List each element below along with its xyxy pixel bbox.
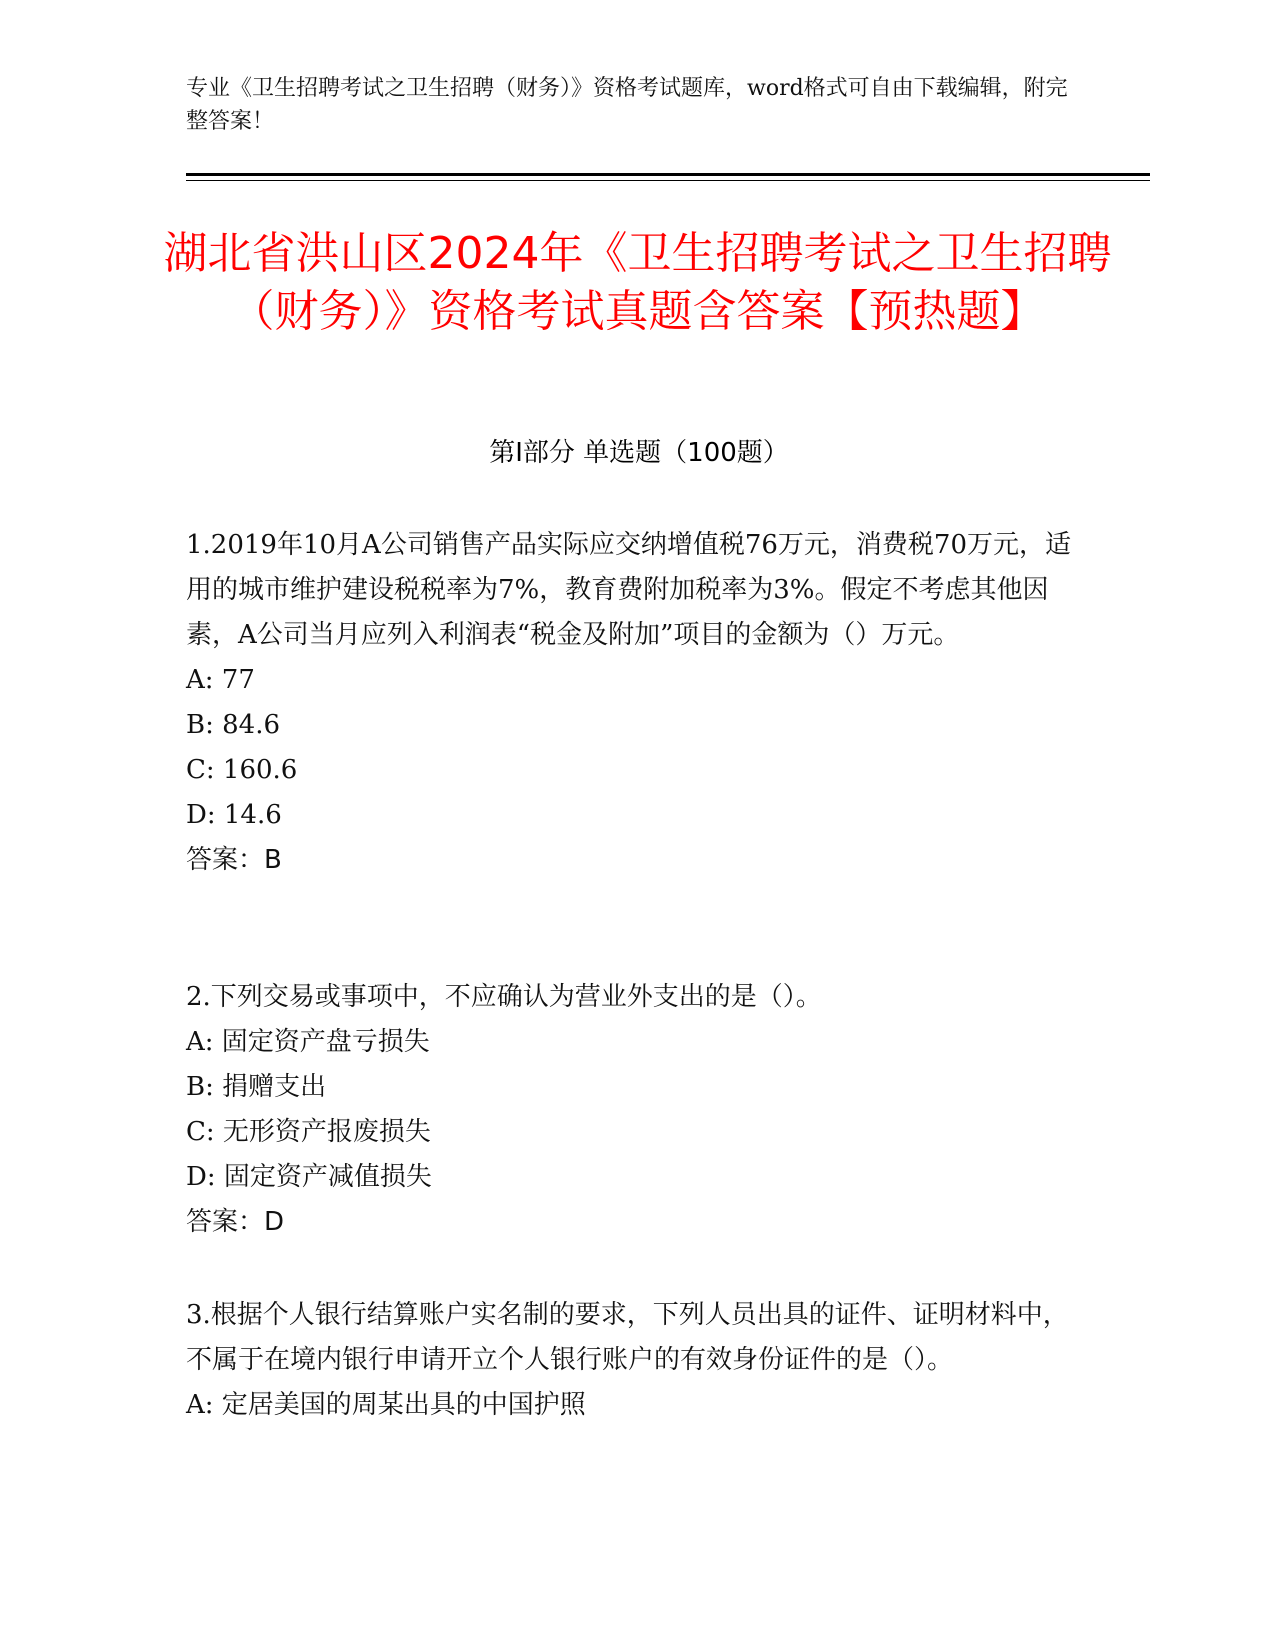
document-title: 湖北省洪山区2024年《卫生招聘考试之卫生招聘（财务）》资格考试真题含答案【预热题】 xyxy=(163,228,1112,337)
question-block xyxy=(186,1293,1076,1428)
option-a: A: 固定资产盘亏损失 xyxy=(186,1027,430,1057)
question-stem: 1.2019年10月A公司销售产品实际应交纳增值税76万元，消费税70万元，适用的城市维护建设税税率为7%，教育费附加税率为3%。假定不考虑其他因素，A公司当月应列入利润表“税金及附加”项目的金额为（）万元。 xyxy=(186,530,1072,650)
option-c: C: 无形资产报废损失 xyxy=(186,1117,431,1147)
question-stem: 2.下列交易或事项中，不应确认为营业外支出的是（）。 xyxy=(186,982,822,1012)
option-a: A: 定居美国的周某出具的中国护照 xyxy=(186,1390,586,1420)
option-b: B: 捐赠支出 xyxy=(186,1072,327,1102)
section-title: 第I部分 单选题（100题） xyxy=(489,438,789,468)
option-c: C: 160.6 xyxy=(186,755,298,785)
header-divider-thick xyxy=(186,173,1150,176)
header-note: 专业《卫生招聘考试之卫生招聘（财务）》资格考试题库，word格式可自由下载编辑，附完整答案！ xyxy=(186,76,1068,134)
question-stem: 3.根据个人银行结算账户实名制的要求，下列人员出具的证件、证明材料中，不属于在境内银行申请开立个人银行账户的有效身份证件的是（）。 xyxy=(186,1300,1069,1375)
question-block xyxy=(186,975,1076,1245)
answer-line: 答案：B xyxy=(186,845,282,875)
header-divider-thin xyxy=(186,180,1150,181)
option-a: A: 77 xyxy=(186,665,255,695)
answer-line: 答案：D xyxy=(186,1207,285,1237)
option-d: D: 14.6 xyxy=(186,800,282,830)
option-d: D: 固定资产减值损失 xyxy=(186,1162,432,1192)
option-b: B: 84.6 xyxy=(186,710,281,740)
question-block xyxy=(186,523,1076,883)
